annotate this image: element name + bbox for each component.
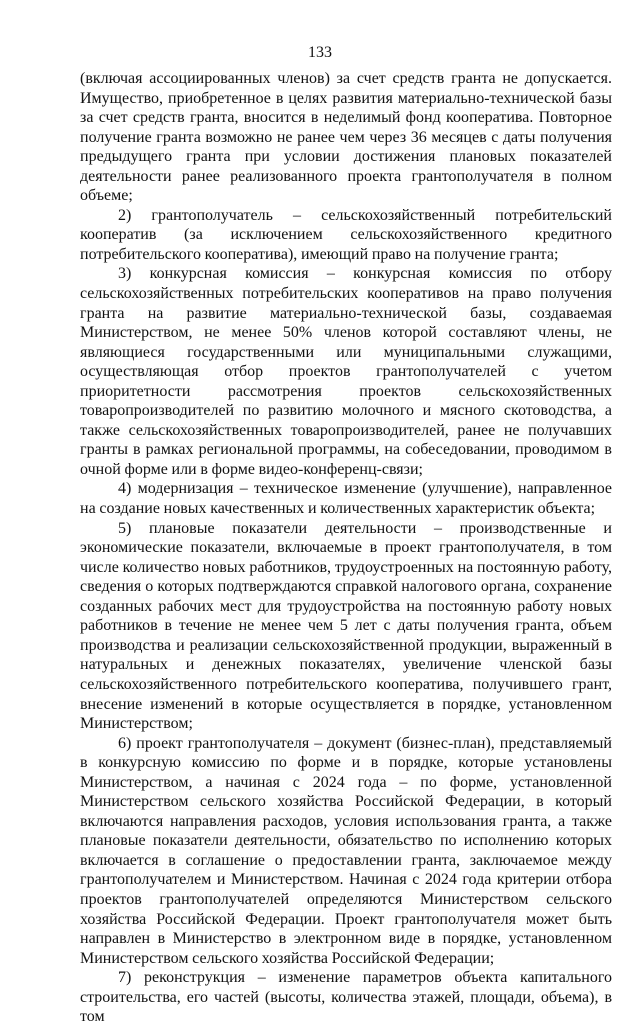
page-number: 133 bbox=[308, 44, 332, 61]
paragraph-item-6: 6) проект грантополучателя – документ (бизнес-план), представляемый в конкурсную комиссию по форме и в порядке, которые установлены Министерством, а начиная с 2024 года – по форме, установленной Министерством сельского хозяйства Российской Федерации, в который включаются направления расходов, условия использования гранта, а также плановые показатели деятельности, обязательство по исполнению которых включается в соглашение о предоставлении гранта, заключаемое между грантополучателем и Министерством. Начиная с 2024 года критерии отбора проектов грантополучателей определяются Министерством сельского хозяйства Российской Федерации. Проект грантополучателя может быть направлен в Министерство в электронном виде в порядке, установленном Министерством сельского хозяйства Российской Федерации; bbox=[80, 734, 612, 967]
document-body bbox=[80, 69, 612, 1027]
paragraph-item-7: 7) реконструкция – изменение параметров объекта капитального строительства, его частей (высоты, количества этажей, площади, объема), в том bbox=[80, 969, 612, 1026]
paragraph-item-2: 2) грантополучатель – сельскохозяйственный потребительский кооператив (за исключением сельскохозяйственного кредитного потребительского кооператива), имеющий право на получение гранта; bbox=[80, 206, 612, 263]
paragraph-continuation: (включая ассоциированных членов) за счет средств гранта не допускается. Имущество, приобретенное в целях развития материально-технической базы за счет средств гранта, вносится в неделимый фонд кооператива. Повторное получение гранта возможно не ранее чем через 36 месяцев с даты получения предыдущего гранта при условии достижения плановых показателей деятельности ранее реализованного проекта грантополучателя в полном объеме; bbox=[80, 70, 612, 205]
paragraph-item-3: 3) конкурсная комиссия – конкурсная комиссия по отбору сельскохозяйственных потребительских кооперативов на право получения гранта на развитие материально-технической базы, создаваемая Министерством, не менее 50% членов которой составляют члены, не являющиеся государственными или муниципальными служащими, осуществляющая отбор проектов грантополучателей с учетом приоритетности рассмотрения проектов сельскохозяйственных товаропроизводителей по развитию молочного и мясного скотоводства, а также сельскохозяйственных товаропроизводителей, ранее не получавших гранты в рамках региональной программы, на собеседовании, проводимом в очной форме или в форме видео-конференц-связи; bbox=[80, 265, 612, 478]
paragraph-item-5: 5) плановые показатели деятельности – производственные и экономические показатели, включаемые в проект грантополучателя, в том числе количество новых работников, трудоустроенных на постоянную работу, сведения о которых подтверждаются справкой налогового органа, сохранение созданных рабочих мест для трудоустройства на постоянную работу новых работников в течение не менее чем 5 лет с даты получения гранта, объем производства и реализации сельскохозяйственной продукции, выраженный в натуральных и денежных показателях, увеличение членской базы сельскохозяйственного потребительского кооператива, получившего грант, внесение изменений в которые осуществляется в порядке, установленном Министерством; bbox=[80, 519, 612, 733]
paragraph-item-4: 4) модернизация – техническое изменение (улучшение), направленное на создание новых качественных и количественных характеристик объекта; bbox=[80, 480, 612, 518]
